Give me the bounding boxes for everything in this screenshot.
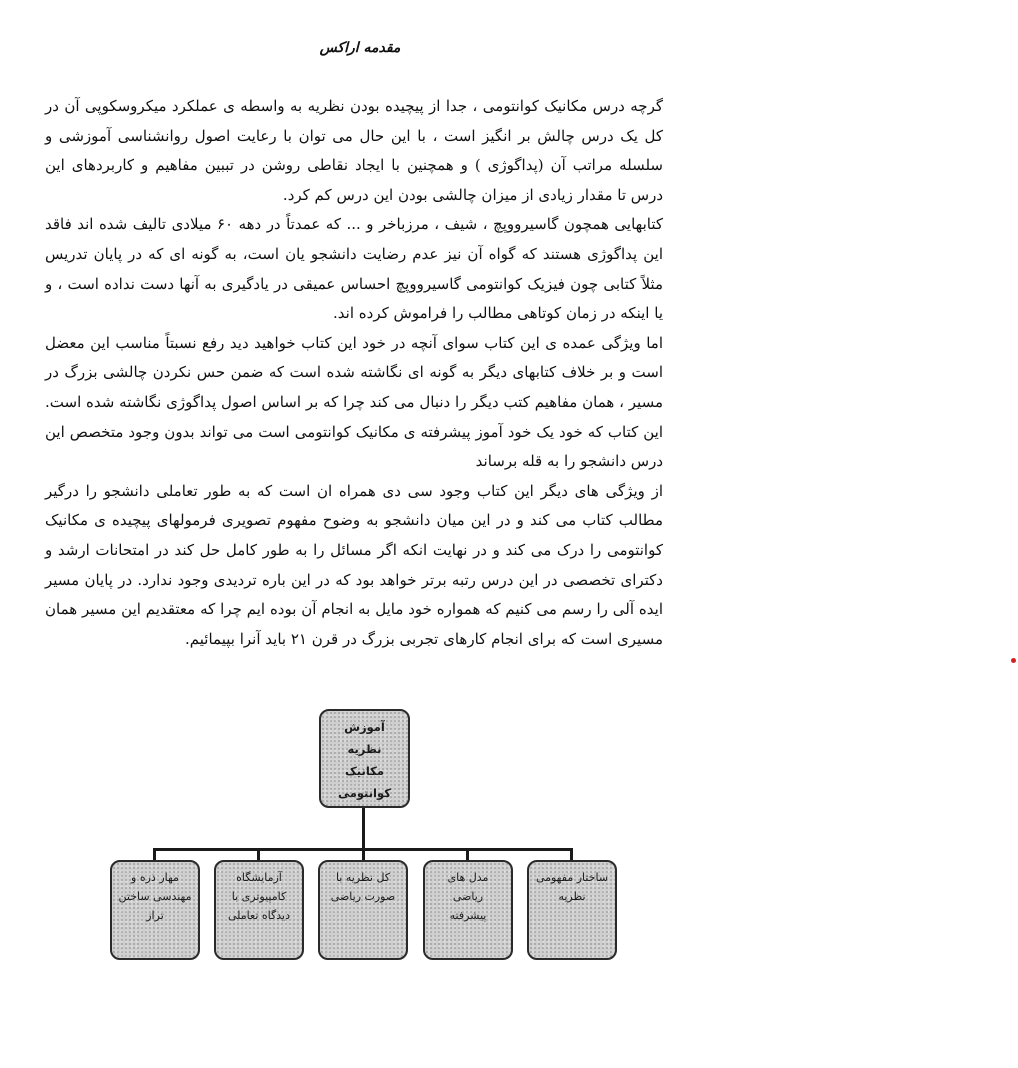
connector-child-1 (570, 848, 573, 861)
paragraph: از ویژگی های دیگر این کتاب وجود سی دی همراه ان است که به طور تعاملی دانشجو را درگیر مطالب کتاب می کند و در این میان دانشجو به وضوح مفهوم تصویری فرمولهای پیچیده ی مکانیک کوانتومی را درک می کند و در نهایت انکه اگر مسائل را به طور کامل حل کند در امتحانات ارشد و دکترای تخصصی در این درس رتبه برتر خواهد بود که در این باره تردیدی وجود ندارد. در پایان مسیر ایده آلی را رسم می کنیم که همواره خود مایل به انجام آن بوده ایم چرا که معتقدیم این مسیر همان مسیری است که برای انجام کارهای تجربی بزرگ در قرن ۲۱ باید آنرا بپیمائیم. (45, 481, 663, 648)
diagram-child-node-computer-lab: آزمایشگاه کامپیوتری با دیدگاه تعاملی (214, 860, 304, 960)
connector-child-3 (362, 848, 365, 861)
paragraph: گرچه درس مکانیک کوانتومی ، جدا از پیچیده بودن نظریه به واسطه ی عملکرد میکروسکوپی آن در کل یک درس چالش بر انگیز است ، با این حال می توان با رعایت اصول روانشناسی آموزشی و سلسله مراتب آن (پداگوژی ) و همچنین با ایجاد نقاطی روشن در تببین مفاهیم و کاربردهای این درس تا مقدار زیادی از میزان چالشی بودن این درس کم کرد. (45, 97, 663, 204)
connector-child-4 (257, 848, 260, 861)
connector-child-5 (153, 848, 156, 861)
red-marker-dot (1011, 658, 1016, 663)
body-text (45, 92, 663, 654)
connector-root-vertical (362, 808, 365, 849)
diagram-child-node-particle-control: مهار ذره و مهندسی ساختن تراز (110, 860, 200, 960)
page-title: مقدمه اراکس (319, 40, 401, 56)
connector-horizontal-bar (153, 848, 573, 851)
diagram-child-node-advanced-math-models: مدل های ریاضی پیشرفته (423, 860, 513, 960)
diagram-root-node: آموزش نظریه مکانیک کوانتومی (319, 709, 410, 808)
paragraph: کتابهایی همچون گاسیرووپچ ، شیف ، مرزباخر و ... که عمدتاً در دهه ۶۰ میلادی تالیف شده اند فاقد این پداگوژی هستند که گواه آن نیز عدم رضایت دانشجو یان است، به گونه ای که در پایان تدریس مثلاً کتابی چون فیزیک کوانتومی گاسیرووپچ احساس عمیقی در یادگیری به آنها دست نداده است ، و یا اینکه در زمان کوتاهی مطالب را فراموش کرده اند. (45, 215, 663, 323)
connector-child-2 (466, 848, 469, 861)
diagram-child-node-math-formulation: کل نظریه با صورت ریاضی (318, 860, 408, 960)
diagram-child-node-conceptual-structure: ساختار مفهومی نظریه (527, 860, 617, 960)
paragraph: اما ویژگی عمده ی این کتاب سوای آنچه در خود این کتاب خواهید دید رفع نسبتاً مناسب این معضل است و بر خلاف کتابهای دیگر به گونه ای نگاشته شده است که ضمن حس نکردن چالشی بزرگ در مسیر ، همان مفاهیم کتب دیگر را دنبال می کند چرا که بر اساس اصول پداگوژی نگاشته شده است. این کتاب که خود یک خود آموز پیشرفته ی مکانیک کوانتومی است می تواند بدون وجود متخصص این درس دانشجو را به قله برساند (45, 333, 663, 471)
